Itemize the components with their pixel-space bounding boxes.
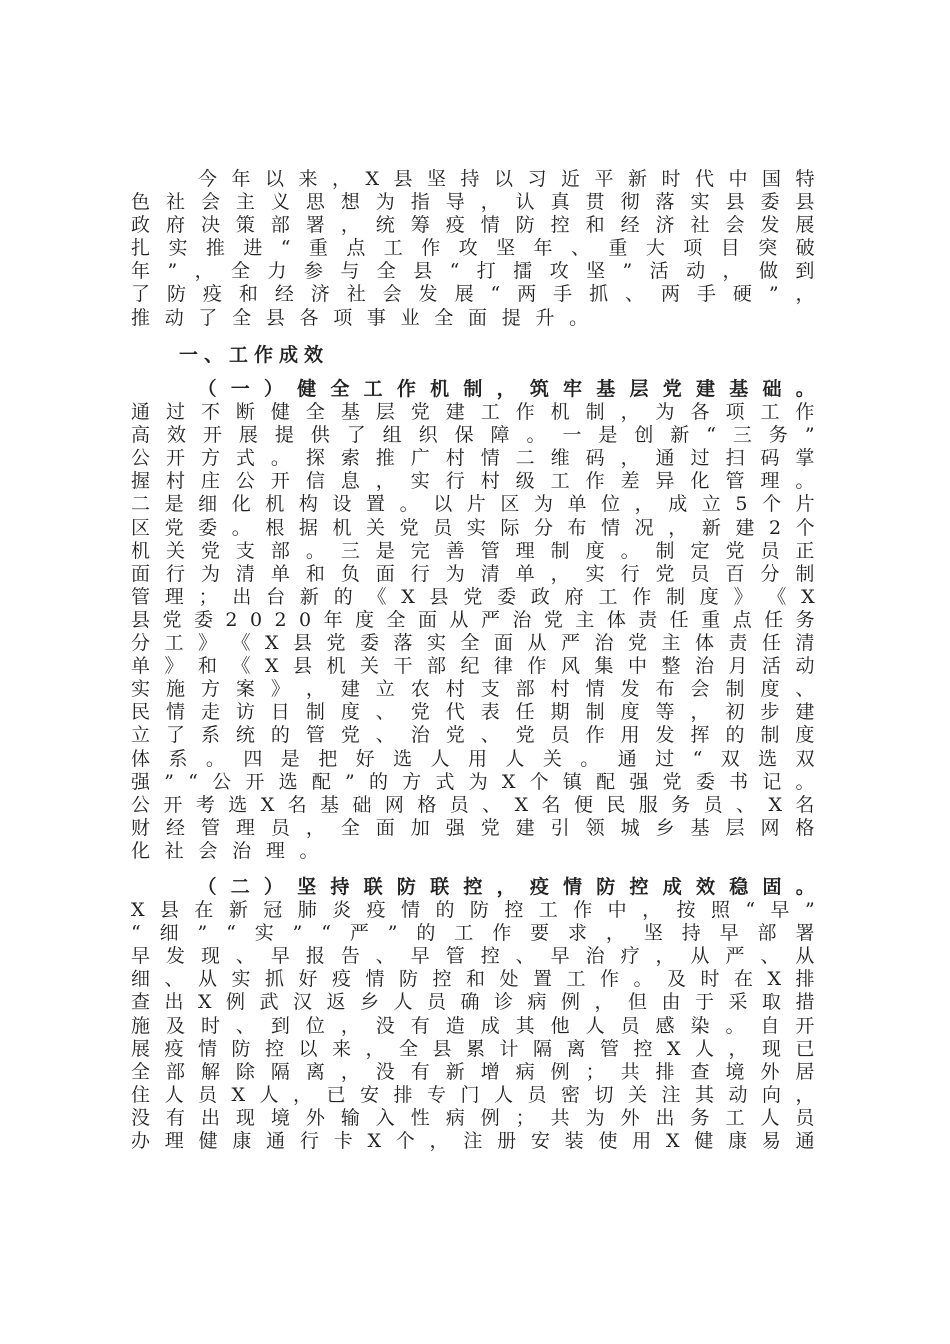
sub2-line: 细 、 从 实 抓 好 疫 情 防 控 和 处 置 工 作 。 及 时 在 X 排 — [131, 968, 815, 991]
intro-line: 年 ” ， 全 力 参 与 全 县 “ 打 擂 攻 坚 ” 活 动 ， 做 到 — [131, 260, 815, 283]
section-heading-achievements: 一、工作成效 — [179, 344, 330, 366]
sub2-line: 全 部 解 除 隔 离 ， 没 有 新 增 病 例 ； 共 排 查 境 外 居 — [131, 1060, 815, 1083]
sub1-line: 高 效 开 展 提 供 了 组 织 保 障 。 一 是 创 新 “ 三 务 ” — [131, 424, 815, 447]
intro-line: 今 年 以 来 ， X 县 坚 持 以 习 近 平 新 时 代 中 国 特 — [198, 168, 815, 190]
sub1-line: 握 村 庄 公 开 信 息 ， 实 行 村 级 工 作 差 异 化 管 理 。 — [131, 470, 815, 493]
sub1-line: 区 党 委 。 根 据 机 关 党 员 实 际 分 布 情 况 ， 新 建 2 个 — [131, 516, 815, 539]
intro-line: 推 动 了 全 县 各 项 事 业 全 面 提 升 。 — [131, 306, 589, 329]
sub1-line: 单 》 和 《 X 县 机 关 干 部 纪 律 作 风 集 中 整 治 月 活 动 — [131, 655, 815, 678]
intro-line: 政 府 决 策 部 署 ， 统 筹 疫 情 防 控 和 经 济 社 会 发 展 — [131, 214, 815, 237]
sub1-line: 强 ” “ 公 开 选 配 ” 的 方 式 为 X 个 镇 配 强 党 委 书 记 。 — [131, 770, 815, 793]
sub1-line: 县 党 委 2 0 2 0 年 度 全 面 从 严 治 党 主 体 责 任 重 点 任 务 — [131, 608, 815, 631]
sub1-line: 体 系 。 四 是 把 好 选 人 用 人 关 。 通 过 “ 双 选 双 — [131, 747, 815, 770]
sub1-line: 公 开 方 式 。 探 索 推 广 村 情 二 维 码 ， 通 过 扫 码 掌 — [131, 447, 815, 470]
sub2-line: 查 出 X 例 武 汉 返 乡 人 员 确 诊 病 例 ， 但 由 于 采 取 措 — [131, 991, 815, 1014]
sub1-line: 公 开 考 选 X 名 基 础 网 格 员 、 X 名 便 民 服 务 员 、 X 名 — [131, 793, 815, 816]
sub2-line: 没 有 出 现 境 外 输 入 性 病 例 ； 共 为 外 出 务 工 人 员 — [131, 1106, 815, 1129]
intro-line: 了 防 疫 和 经 济 社 会 发 展 “ 两 手 抓 、 两 手 硬 ” ， — [131, 283, 815, 306]
subsection-1-title: （ 一 ） 健 全 工 作 机 制 ， 筑 牢 基 层 党 建 基 础 。 — [197, 378, 815, 400]
sub1-line: 面 行 为 清 单 和 负 面 行 为 清 单 ， 实 行 党 员 百 分 制 — [131, 562, 815, 585]
subsection-2-paragraph — [131, 876, 815, 1153]
subsection-1-paragraph — [131, 378, 815, 863]
sub1-line: 财 经 管 理 员 ， 全 面 加 强 党 建 引 领 城 乡 基 层 网 格 — [131, 816, 815, 839]
intro-line: 扎 实 推 进 “ 重 点 工 作 攻 坚 年 、 重 大 项 目 突 破 — [131, 237, 815, 260]
sub1-line: 二 是 细 化 机 构 设 置 。 以 片 区 为 单 位 ， 成 立 5 个 片 — [131, 493, 815, 516]
sub1-line: 通 过 不 断 健 全 基 层 党 建 工 作 机 制 ， 为 各 项 工 作 — [131, 401, 815, 424]
sub2-line: 展 疫 情 防 控 以 来 ， 全 县 累 计 隔 离 管 控 X 人 ， 现 已 — [131, 1037, 815, 1060]
sub2-line: 施 及 时 、 到 位 ， 没 有 造 成 其 他 人 员 感 染 。 自 开 — [131, 1014, 815, 1037]
sub2-line: 早 发 现 、 早 报 告 、 早 管 控 、 早 治 疗 ， 从 严 、 从 — [131, 945, 815, 968]
sub1-line: 管 理 ； 出 台 新 的 《 X 县 党 委 政 府 工 作 制 度 》 《 X — [131, 585, 815, 608]
document-page — [131, 168, 815, 1153]
intro-paragraph — [131, 168, 815, 330]
intro-line: 色 社 会 主 义 思 想 为 指 导 ， 认 真 贯 彻 落 实 县 委 县 — [131, 191, 815, 214]
subsection-2-title: （ 二 ） 坚 持 联 防 联 控 ， 疫 情 防 控 成 效 稳 固 。 — [197, 876, 815, 898]
sub1-line: 民 情 走 访 日 制 度 、 党 代 表 任 期 制 度 等 ， 初 步 建 — [131, 701, 815, 724]
sub2-line: “ 细 ” “ 实 ” “ 严 ” 的 工 作 要 求 ， 坚 持 早 部 署 — [131, 922, 815, 945]
sub2-line: 住 人 员 X 人 ， 已 安 排 专 门 人 员 密 切 关 注 其 动 向 ， — [131, 1083, 815, 1106]
sub1-line: 实 施 方 案 》 ， 建 立 农 村 支 部 村 情 发 布 会 制 度 、 — [131, 678, 815, 701]
sub1-line: 分 工 》 《 X 县 党 委 落 实 全 面 从 严 治 党 主 体 责 任 清 — [131, 632, 815, 655]
sub1-line: 化 社 会 治 理 。 — [131, 839, 319, 862]
sub2-line: X 县 在 新 冠 肺 炎 疫 情 的 防 控 工 作 中 ， 按 照 “ 早 ” — [131, 899, 815, 922]
sub1-line: 机 关 党 支 部 。 三 是 完 善 管 理 制 度 。 制 定 党 员 正 — [131, 539, 815, 562]
sub2-line: 办 理 健 康 通 行 卡 X 个 ， 注 册 安 装 使 用 X 健 康 易 通 — [131, 1130, 815, 1153]
sub1-line: 立 了 系 统 的 管 党 、 治 党 、 党 员 作 用 发 挥 的 制 度 — [131, 724, 815, 747]
